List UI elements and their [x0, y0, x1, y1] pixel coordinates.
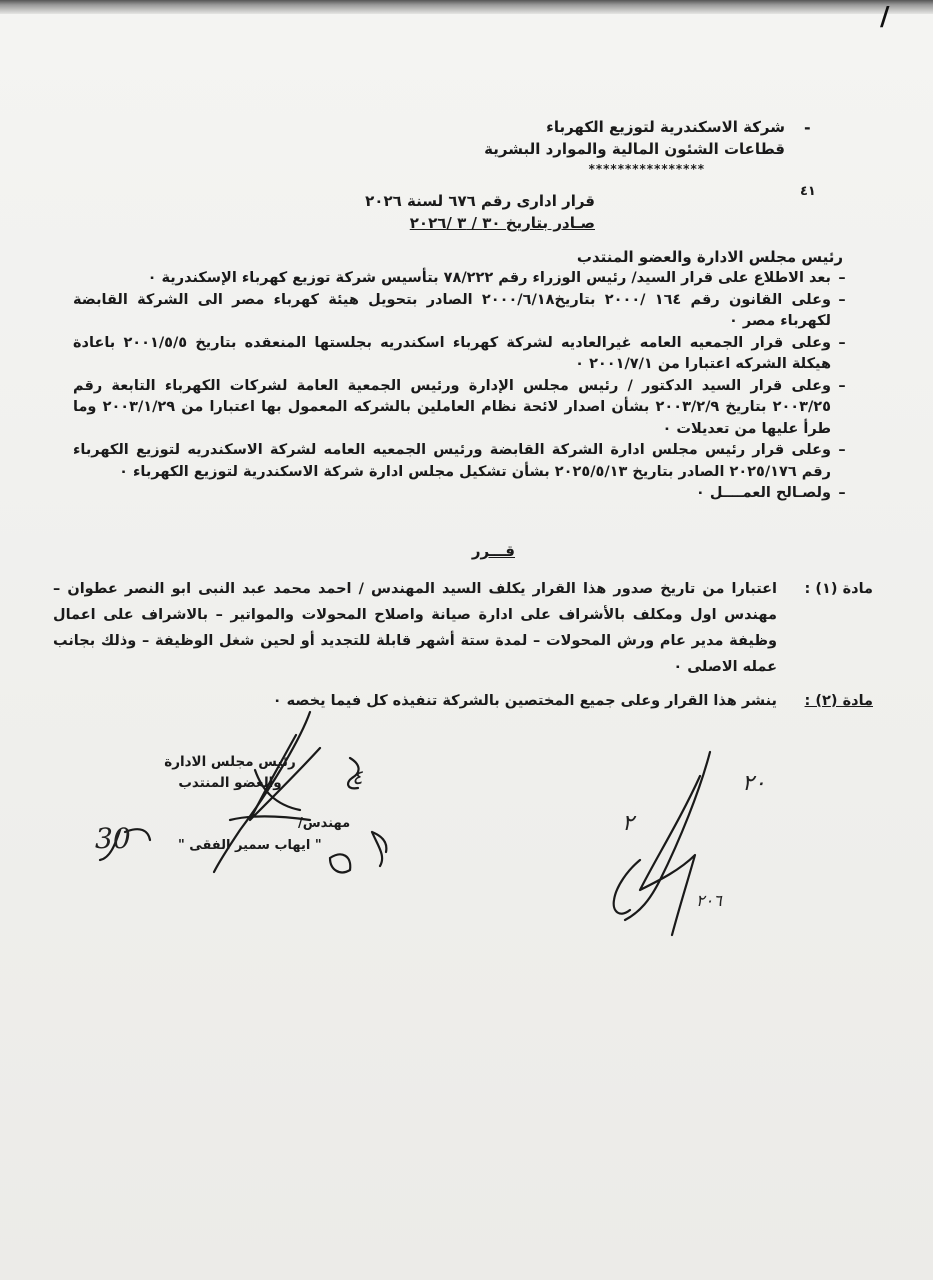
handwritten-number-left: 30: [95, 822, 131, 855]
preamble-item: – وعلى قرار رئيس مجلس ادارة الشركة القابضة ورئيس الجمعيه العامه لشركة الاسكندريه لتوزيع الكهرباء رقم ٢٠٢٥/١٧٦ الصادر بتاريخ ٢٠٢٥/٥/١٣ بشأن تشكيل مجلس ادارة شركة الاسكندرية لتوزيع الكهرباء ٠: [73, 442, 846, 480]
sector-name: قطاعات الشئون المالية والموارد البشرية: [484, 140, 785, 158]
preamble-item: – ولصـالح العمــــل ٠: [695, 485, 846, 501]
company-name: شركة الاسكندرية لتوزيع الكهرباء: [546, 118, 785, 136]
signatory-title: رئيس مجلس الادارة والعضو المنتدب: [164, 754, 296, 791]
decree-date: صـادر بتاريخ ٣٠ / ٣ /٢٠٢٦: [409, 214, 595, 232]
preamble-item: – وعلى القانون رقم ١٦٤ /٢٠٠٠ بتاريخ٢٠٠٠/٦/١٨ الصادر بتحويل هيئة كهرباء مصر الى الشركة القابضة لكهرباء مصر ٠: [73, 291, 846, 329]
signatory-name: " ايهاب سمير الفقى ": [178, 838, 322, 853]
article-text: ينشر هذا القرار وعلى جميع المختصين بالشركة تنفيذه كل فيما يخصه ٠: [272, 693, 777, 709]
issuer-title: رئيس مجلس الادارة والعضو المنتدب: [576, 248, 843, 266]
article-label: مادة (٢) :: [804, 693, 873, 709]
preamble-item: – بعد الاطلاع على قرار السيد/ رئيس الوزراء رقم ٧٨/٢٢٢ بتأسيس شركة توزيع كهرباء الإسكندرية ٠: [147, 270, 846, 286]
header-stars: ****************: [588, 162, 705, 176]
handwritten-year-right: ٢٠٦: [696, 891, 722, 910]
signature-stroke: [230, 816, 310, 820]
handwritten-number-right-mid: ٢: [622, 811, 634, 836]
signatory-eng-label: مهندس/: [298, 816, 351, 831]
margin-dot: -: [804, 118, 811, 137]
signature-stroke: [250, 735, 320, 820]
signature-stroke: [330, 854, 350, 872]
signature-stroke: [614, 860, 640, 914]
article-text: اعتبارا من تاريخ صدور هذا القرار يكلف السيد المهندس / احمد محمد عبد النبى ابو النصر عطوان – مهندس اول ومكلف بالأشراف على ادارة صيانة واصلاح المحولات والمواتير – بالاشراف على اعمال وظيفة مدير عام ورش المحولات – لمدة ستة أشهر قابلة للتجديد أو لحين شغل الوظيفة – وذلك بجانب عمله الاصلى ٠: [53, 581, 777, 675]
handwritten-number-right-top: ٢٠: [742, 771, 766, 796]
corner-ink-mark: /: [880, 2, 890, 32]
signature-stroke: [640, 776, 700, 935]
decree-title: قرار ادارى رقم ٦٧٦ لسنة ٢٠٢٦: [365, 192, 595, 210]
decided-heading: قـــرر: [471, 542, 515, 560]
handwritten-mark: ٤: [352, 765, 363, 789]
margin-mark: ٤١: [800, 184, 816, 199]
signature-stroke: [372, 832, 386, 866]
preamble-item: – وعلى قرار السيد الدكتور / رئيس مجلس الإدارة ورئيس الجمعية العامة لشركات الكهرباء التابعة رقم ٢٠٠٣/٢٥ بتاريخ ٢٠٠٣/٢/٩ بشأن اصدار لائحة نظام العاملين بالشركه المعمول بها اعتبارا من ٢٠٠٣/١/٢٩ وما طرأ عليها من تعديلات ٠: [73, 377, 846, 437]
preamble-item: – وعلى قرار الجمعيه العامه غيرالعاديه لشركة كهرباء اسكندريه بجلستها المنعقده بتاريخ ٢٠٠١/٥/٥ باعادة هيكلة الشركه اعتبارا من ٢٠٠١/٧/١ ٠: [73, 334, 846, 372]
article-label: مادة (١) :: [804, 581, 873, 597]
